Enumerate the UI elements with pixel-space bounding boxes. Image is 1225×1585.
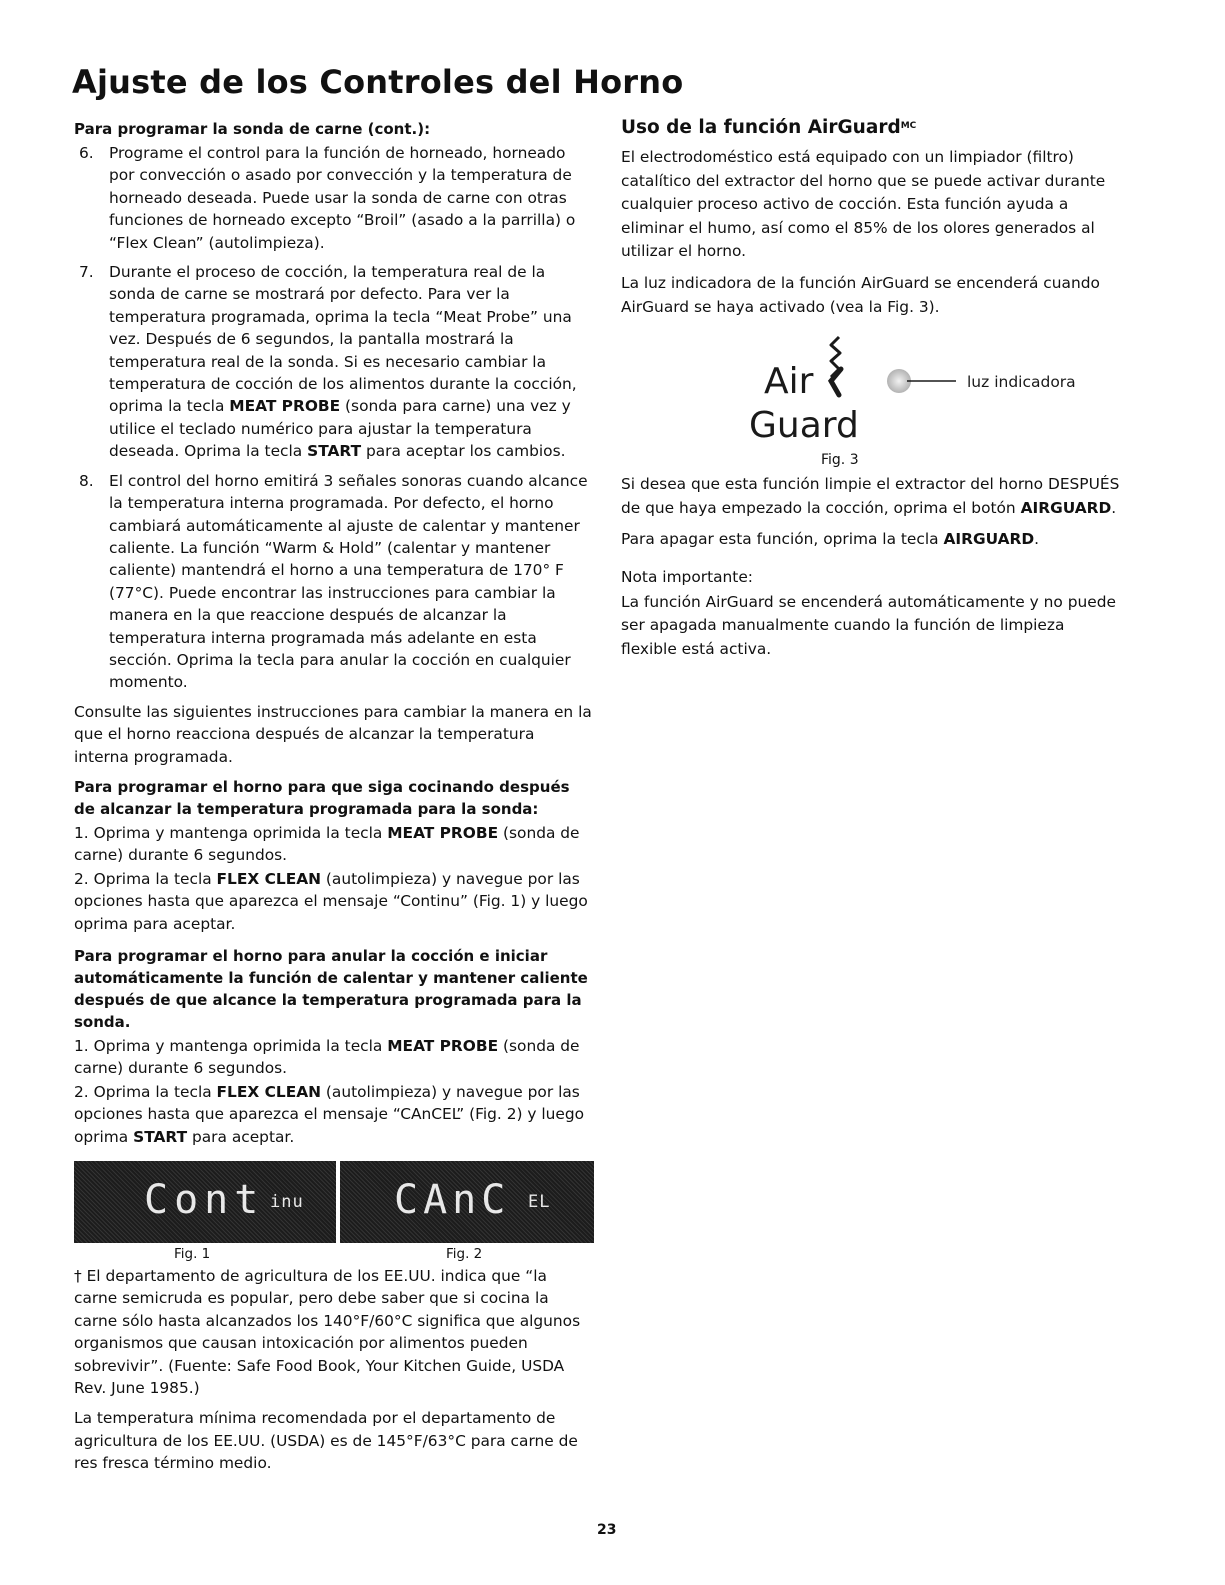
start-key: START	[307, 442, 362, 461]
cancel-display-readout	[340, 1161, 594, 1243]
step-number: 7.	[79, 263, 94, 282]
flex-clean-key: FLEX CLEAN	[216, 1082, 322, 1101]
airguard-key: AIRGUARD	[1020, 498, 1112, 517]
display-small-text: inu	[270, 1192, 304, 1213]
logo-air-text: Air	[764, 361, 814, 403]
cancel-display	[340, 1161, 594, 1243]
meat-probe-steps	[74, 142, 594, 694]
airguard-figure	[621, 333, 1121, 473]
fig-3-caption: Fig. 3	[821, 452, 859, 469]
cancel-heading: Para programar el horno para anular la cocción e iniciar automáticamente la función de calentar y mantener caliente después de que alcance la temperatura programada para la sonda.	[74, 947, 588, 1031]
flex-clean-key: FLEX CLEAN	[216, 869, 322, 888]
step-text: para aceptar los cambios.	[361, 442, 566, 461]
airguard-stop-paragraph: Para apagar esta función, oprima la tecla AIRGUARD.	[621, 530, 1040, 549]
min-temp-paragraph: La temperatura mínima recomendada por el departamento de agricultura de los EE.UU. (USDA) es de 145°F/63°C para carne de res fresca término medio.	[74, 1409, 578, 1473]
airguard-key: AIRGUARD	[943, 530, 1035, 549]
airguard-start-paragraph: Si desea que esta función limpie el extractor del horno DESPUÉS de que haya empezado la cocción, oprima el botón AIRGUARD.	[621, 475, 1120, 517]
fig-2-caption: Fig. 2	[446, 1246, 483, 1263]
display-figures	[74, 1161, 594, 1243]
step-text: Programe el control para la función de horneado, horneado por convección o asado por convección y la temperatura de horneado deseada. Puede usar la sonda de carne con otras funciones de horneado excepto “Broil” (asado a la parrilla) o “Flex Clean” (autolimpieza).	[109, 144, 576, 252]
step-number: 6.	[79, 144, 94, 162]
continu-display-readout	[74, 1161, 336, 1243]
cancel-step-1: 1. Oprima y mantenga oprimida la tecla MEAT PROBE (sonda de carne) durante 6 segundos.	[74, 1037, 580, 1078]
trademark-mark: MC	[900, 121, 917, 131]
page-title: Ajuste de los Controles del Horno	[72, 63, 684, 101]
meat-probe-heading: Para programar la sonda de carne (cont.):	[74, 120, 431, 138]
step-6	[74, 142, 594, 254]
airguard-intro: El electrodoméstico está equipado con un limpiador (filtro) catalítico del extractor del horno que se puede activar durante cualquier proceso activo de cocción. Esta función ayuda a eliminar el humo, así como el 85% de los olores generados al utilizar el horno.	[621, 148, 1106, 261]
display-big-text: CAnC	[394, 1177, 511, 1224]
indicator-label: luz indicadora	[967, 373, 1076, 392]
step-8	[74, 470, 594, 694]
airguard-indicator-paragraph: La luz indicadora de la función AirGuard se encenderá cuando AirGuard se haya activado (vea la Fig. 3).	[621, 273, 1100, 316]
important-note-label: Nota importante:	[621, 567, 753, 586]
page-number: 23	[597, 1522, 617, 1538]
start-key: START	[133, 1127, 188, 1146]
step-text: Durante el proceso de cocción, la temperatura real de la sonda de carne se mostrará por defecto. Para ver la temperatura programada, oprima la tecla “Meat Probe” una vez. Después de 6 segundos, la pantalla mostrará la temperatura real de la sonda. Si es necesario cambiar la temperatura de cocción de los alimentos durante la cocción, oprima la tecla	[109, 263, 577, 416]
logo-guard-text: Guard	[749, 405, 859, 446]
airguard-logo	[749, 337, 859, 445]
meat-probe-key: MEAT PROBE	[387, 823, 499, 842]
meat-probe-key: MEAT PROBE	[229, 397, 341, 416]
airflow-swirl-icon	[831, 369, 841, 395]
continue-heading: Para programar el horno para que siga cocinando después de alcanzar la temperatura programada para la sonda:	[74, 777, 570, 818]
step-text: El control del horno emitirá 3 señales sonoras cuando alcance la temperatura interna programada. Por defecto, el horno cambiará automáticamente al ajuste de calentar y mantener caliente. La función “Warm & Hold” (calentar y mantener caliente) mantendrá el horno a una temperatura de 170° F (77°C). Puede encontrar las instrucciones para cambiar la manera en la que reaccione después de alcanzar la temperatura interna programada más adelante en esta sección. Oprima la tecla para anular la cocción en cualquier momento.	[109, 471, 588, 692]
display-big-text: Cont	[144, 1177, 265, 1224]
important-note-text: La función AirGuard se encenderá automáticamente y no puede ser apagada manualmente cuando la función de limpieza flexible está activa.	[621, 592, 1116, 658]
step-7	[74, 261, 594, 463]
consult-paragraph: Consulte las siguientes instrucciones para cambiar la manera en la que el horno reacciona después de alcanzar la temperatura interna programada.	[74, 702, 592, 766]
airguard-logo-figure	[621, 333, 1121, 445]
airguard-heading: Uso de la función AirGuard$^{MC}$	[621, 117, 917, 138]
left-column	[74, 118, 594, 1476]
step-text: (sonda para carne) una vez y utilice el teclado numérico para ajustar la temperatura deseada. Oprima la tecla	[109, 397, 571, 461]
display-small-text: EL	[528, 1192, 551, 1213]
continue-step-1: 1. Oprima y mantenga oprimida la tecla MEAT PROBE (sonda de carne) durante 6 segundos.	[74, 823, 580, 865]
step-number: 8.	[79, 471, 94, 490]
cancel-step-2: 2. Oprima la tecla FLEX CLEAN (autolimpieza) y navegue por las opciones hasta que aparezca el mensaje “CAnCEL” (Fig. 2) y luego oprima START para aceptar.	[74, 1082, 585, 1146]
fig-1-caption: Fig. 1	[174, 1246, 211, 1263]
continue-step-2: 2. Oprima la tecla FLEX CLEAN (autolimpieza) y navegue por las opciones hasta que aparezca el mensaje “Continu” (Fig. 1) y luego oprima para aceptar.	[74, 869, 588, 933]
meat-probe-key: MEAT PROBE	[387, 1037, 499, 1055]
footnote: † El departamento de agricultura de los EE.UU. indica que “la carne semicruda es popular, pero debe saber que si cocina la carne sólo hasta alcanzados los 140°F/60°C significa que algunos organismos que causan intoxicación por alimentos pueden sobrevivir”. (Fuente: Safe Food Book, Your Kitchen Guide, USDA Rev. June 1985.)	[74, 1267, 581, 1398]
right-column	[621, 116, 1121, 662]
continu-display	[74, 1161, 336, 1243]
display-captions	[74, 1245, 594, 1263]
